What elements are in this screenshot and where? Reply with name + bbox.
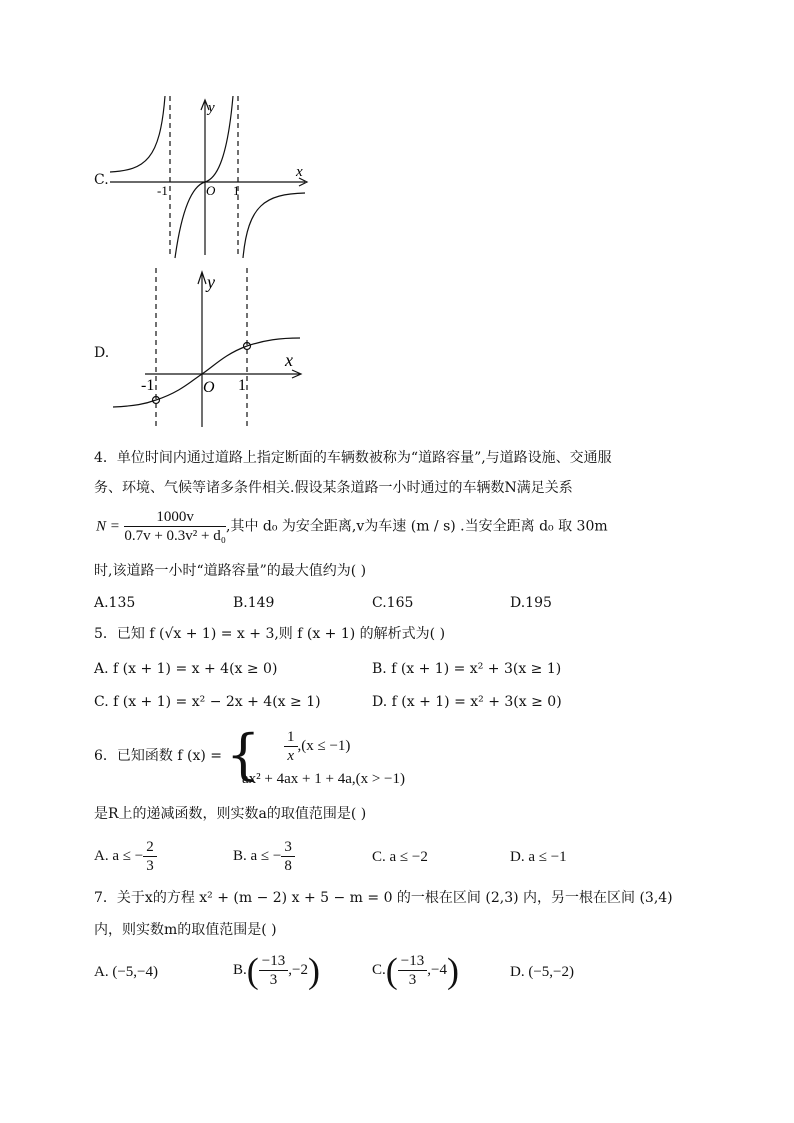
graph-d-origin: O	[203, 379, 215, 396]
q4-option-a[interactable]: A.135	[94, 595, 136, 611]
graph-c-curve-middle	[175, 96, 233, 258]
graph-d-tick-neg: -1	[141, 377, 155, 394]
q5-stem: 已知 f (√x + 1) = x + 3,则 f (x + 1) 的解析式为( )	[116, 626, 446, 642]
q6-case1-fraction	[284, 728, 298, 765]
q6-option-a-numerator: 2	[143, 838, 157, 857]
q6-stem: 已知函数 f (x) =	[116, 748, 223, 764]
q7-option-c[interactable]	[372, 952, 459, 989]
q4-formula-row	[96, 508, 608, 545]
q6-option-a-prefix: A.	[94, 847, 109, 864]
graph-d-x-label: x	[285, 350, 293, 370]
q7-option-b-fraction	[259, 952, 288, 989]
q7-option-c-tail: ,−4	[427, 961, 447, 978]
graph-c-tick-pos: 1	[233, 183, 240, 198]
q7-line2: 内，则实数m的取值范围是( )	[94, 922, 277, 938]
q6-option-b-denominator: 8	[284, 858, 292, 874]
q6-case1-condition: ,(x ≤ −1)	[297, 737, 351, 754]
q7-stem-line1: 关于x的方程 x² + (m − 2) x + 5 − m = 0 的一根在区间 (2,3) 内，另一根在区间 (3,4)	[116, 890, 673, 906]
q7-option-b-lparen: (	[246, 950, 259, 991]
q5-option-a[interactable]: A. f (x + 1) = x + 4(x ≥ 0)	[94, 661, 278, 677]
q6-option-a-fraction	[143, 838, 157, 875]
graph-d-curve	[113, 338, 300, 407]
q7-option-c-numerator: −13	[398, 952, 427, 971]
q6-case2: ax² + 4ax + 1 + 4a,(x > −1)	[242, 771, 406, 787]
q6-option-b-fraction	[281, 838, 295, 875]
q7-number: 7．	[94, 890, 117, 906]
q6-line2: 是R上的递减函数，则实数a的取值范围是( )	[94, 806, 367, 822]
q7-option-b-numerator: −13	[259, 952, 288, 971]
q6-option-b-lhs: a ≤ −	[250, 847, 282, 864]
q7-option-d[interactable]: D. (−5,−2)	[510, 964, 574, 980]
graph-c-origin: O	[206, 183, 216, 198]
q4-formula-fraction	[124, 508, 226, 545]
q7-option-b-tail: ,−2	[288, 961, 308, 978]
q7-option-c-prefix: C.	[372, 961, 386, 978]
graph-c-curve-left	[110, 96, 165, 172]
q6-case1-denominator: x	[287, 748, 295, 764]
q7-option-a[interactable]: A. (−5,−4)	[94, 964, 158, 980]
q5-option-c[interactable]: C. f (x + 1) = x² − 2x + 4(x ≥ 1)	[94, 694, 321, 710]
q4-formula-tail: ,其中 d₀ 为安全距离,v为车速 (m / s) .当安全距离 d₀ 取 30m	[226, 518, 608, 535]
q6-option-b-numerator: 3	[281, 838, 295, 857]
q4-option-c[interactable]: C.165	[372, 595, 414, 611]
q4-formula-lhs: N =	[96, 518, 120, 535]
q7-option-c-denominator: 3	[408, 972, 417, 988]
q7-option-b-rparen: )	[307, 950, 320, 991]
q6-option-d[interactable]: D. a ≤ −1	[510, 849, 567, 865]
q6-option-c[interactable]: C. a ≤ −2	[372, 849, 428, 865]
q6-case1-numerator: 1	[284, 728, 298, 747]
q4-line4: 时,该道路一小时“道路容量”的最大值约为( )	[94, 563, 367, 579]
q5-option-b[interactable]: B. f (x + 1) = x² + 3(x ≥ 1)	[372, 661, 562, 677]
q7-option-c-rparen: )	[446, 950, 459, 991]
q4-stem-line1: 单位时间内通过道路上指定断面的车辆数被称为“道路容量”,与道路设施、交通服	[116, 450, 612, 466]
graph-c-y-label: y	[208, 100, 215, 116]
q4-option-d[interactable]: D.195	[510, 595, 552, 611]
q6-piecewise-brace: {	[226, 723, 261, 786]
q7-option-c-fraction	[398, 952, 427, 989]
q7-option-c-lparen: (	[385, 950, 398, 991]
q7-option-b-denominator: 3	[269, 972, 278, 988]
q4-line1	[94, 448, 612, 468]
q5-option-d[interactable]: D. f (x + 1) = x² + 3(x ≥ 0)	[372, 694, 562, 710]
q4-line2: 务、环境、气候等诸多条件相关.假设某条道路一小时通过的车辆数N满足关系	[94, 480, 573, 496]
graph-c-figure	[105, 90, 315, 260]
option-c-label: C.	[94, 172, 109, 188]
q6-option-a-lhs: a ≤ −	[112, 847, 144, 864]
graph-d-tick-pos: 1	[238, 377, 246, 394]
graph-c-curve-right	[243, 193, 305, 258]
q4-formula-denominator: 0.7v + 0.3v² + d₀	[124, 528, 226, 544]
graph-c-tick-neg: -1	[157, 183, 168, 198]
q5-number: 5．	[94, 626, 117, 642]
q7-option-b[interactable]	[233, 952, 320, 989]
q5-stem-row	[94, 624, 445, 644]
q6-stem-row	[94, 746, 222, 766]
q4-formula-numerator: 1000v	[124, 508, 226, 527]
q6-number: 6．	[94, 748, 117, 764]
q6-case1	[284, 728, 350, 765]
q7-line1	[94, 888, 673, 908]
q6-option-b[interactable]	[233, 838, 295, 875]
graph-d-figure	[105, 262, 315, 432]
q7-option-b-prefix: B.	[233, 961, 247, 978]
q4-number: 4．	[94, 450, 117, 466]
option-d-label: D.	[94, 345, 110, 361]
q6-option-a-denominator: 3	[146, 858, 154, 874]
q6-option-a[interactable]	[94, 838, 157, 875]
q6-option-b-prefix: B.	[233, 847, 247, 864]
q4-option-b[interactable]: B.149	[233, 595, 275, 611]
graph-c-x-label: x	[296, 164, 303, 180]
graph-d-y-label: y	[207, 272, 215, 292]
